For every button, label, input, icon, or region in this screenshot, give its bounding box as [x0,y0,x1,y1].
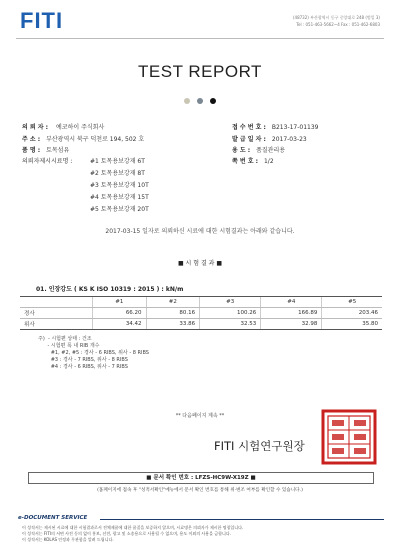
client-row [22,124,104,131]
table-row [20,319,382,330]
footer-note-line: 이 성적서는 제시된 시료에 대한 시험결과로서 전체제품에 대한 품질을 보증하지 않으며, 시료명은 의뢰자가 제시한 명칭입니다. [22,525,244,530]
table-cell: 위사 [20,319,93,330]
address-line-2: Tel : 051-463-5662~4 Fax : 051-462-6803 [296,22,380,27]
client-label: 의 뢰 자 : [22,124,49,131]
footer-divider [100,519,384,520]
fiti-logo [20,8,84,32]
table-cell: 35.80 [322,319,382,330]
footer-note-line: 이 성적서는 KOLAS 인정과 무관함을 알려 드립니다. [22,537,114,542]
purpose-row [232,147,285,154]
issue-date-label: 발 급 일 자 : [232,136,266,143]
page-no-label: 쪽 번 호 : [232,158,259,165]
item-row [22,147,69,154]
table-header-cell [20,297,93,308]
document-check-number: ■ 문서 확인 번호 : LFZS-HC9W-X19Z ■ [28,472,374,484]
footer-title: e-DOCUMENT SERVICE [18,515,88,521]
receipt-row [232,124,319,131]
footer-note-line: 이 성적서는 FITI의 서면 사전 동의 없이 홍보, 선전, 광고 및 소송용으로 사용될 수 없으며, 용도 이외의 사용을 금합니다. [22,531,231,536]
table-header-cell: #2 [146,297,200,308]
header-divider [16,38,384,39]
table-cell: 32.53 [200,319,261,330]
address-label: 주 소 : [22,136,41,143]
table-header-cell: #1 [93,297,147,308]
intro-sentence: 2017-03-15 일자로 의뢰하신 시료에 대한 시험결과는 아래와 같습니다. [105,228,295,235]
results-table [20,296,382,330]
page-title: TEST REPORT [138,62,262,81]
svg-text:FITI: FITI [20,8,64,32]
table-cell: 166.89 [261,308,322,319]
header-address [293,14,380,28]
table-cell: 34.42 [93,319,147,330]
address-row [22,136,144,143]
item-value: 토목섬유 [46,147,70,154]
sample-list [90,158,200,218]
issue-date-row [232,136,307,143]
note-line: #1, #2, #5 : 경사 - 6 RIBS, 위사 - 8 RIBS [38,350,149,356]
table-header-cell: #4 [261,297,322,308]
dot-gray [197,98,203,104]
samples-label: 의뢰자제시시료명 : [22,158,73,165]
sample-item: #3 토목용보강재 10T [90,182,149,189]
table-cell: 33.86 [146,319,200,330]
note-line: #4 : 경사 - 6 RIBS, 위사 - 7 RIBS [38,364,128,370]
signature-text: FITI 시험연구원장 [214,439,305,453]
address-line-1: (48732) 부산광역시 동구 중앙대로 248 (범일 3) [292,15,380,20]
homepage-note: (홈페이지에 접속 후 "성적서확인"메뉴에서 문서 확인 번호를 통해 위·변조 여부를 확인할 수 있습니다.) [97,488,303,493]
table-row [20,308,382,319]
sample-item: #5 토목용보강재 20T [90,206,149,213]
table-cell: 80.16 [146,308,200,319]
dot-black [210,98,216,104]
table-header-row [20,297,382,308]
address-value: 부산광역시 북구 덕천로 194, 502 호 [46,136,145,143]
notes [38,336,149,371]
sample-item: #1 토목용보강재 6T [90,158,145,165]
note-line: #3 : 경사 - 7 RIBS, 위사 - 8 RIBS [38,357,128,363]
note-line: - 시험편 폭 내 RIB 개수 [38,343,100,349]
page-no-row [232,158,274,165]
purpose-value: 품질관리용 [256,147,286,154]
official-seal [320,408,378,466]
table-cell: 66.20 [93,308,147,319]
receipt-no-value: B213-17-01139 [271,124,319,131]
page-no-value: 1/2 [263,158,274,165]
sample-item: #4 토목용보강재 15T [90,194,149,201]
note-line: 주) - 시험편 상태 : 건조 [38,336,92,342]
table-cell: 경사 [20,308,93,319]
client-value: 예코하이 주식회사 [55,124,105,131]
table-cell: 203.46 [322,308,382,319]
test-name: 01. 인장강도 ( KS K ISO 10319 : 2015 ) : kN/m [36,286,184,293]
receipt-no-label: 접 수 번 호 : [232,124,266,131]
sample-item: #2 토목용보강재 8T [90,170,145,177]
decorative-dots [180,98,222,106]
table-cell: 100.26 [200,308,261,319]
dot-beige [184,98,190,104]
table-cell: 32.98 [261,319,322,330]
table-header-cell: #5 [322,297,382,308]
table-header-cell: #3 [200,297,261,308]
continued-note: ** 다음페이지 계속 ** [175,413,225,419]
section-heading: ■ 시 험 결 과 ■ [177,260,223,267]
purpose-label: 용 도 : [232,147,251,154]
footer-notes [22,525,243,543]
item-label: 품 명 : [22,147,41,154]
issue-date-value: 2017-03-23 [271,136,307,143]
